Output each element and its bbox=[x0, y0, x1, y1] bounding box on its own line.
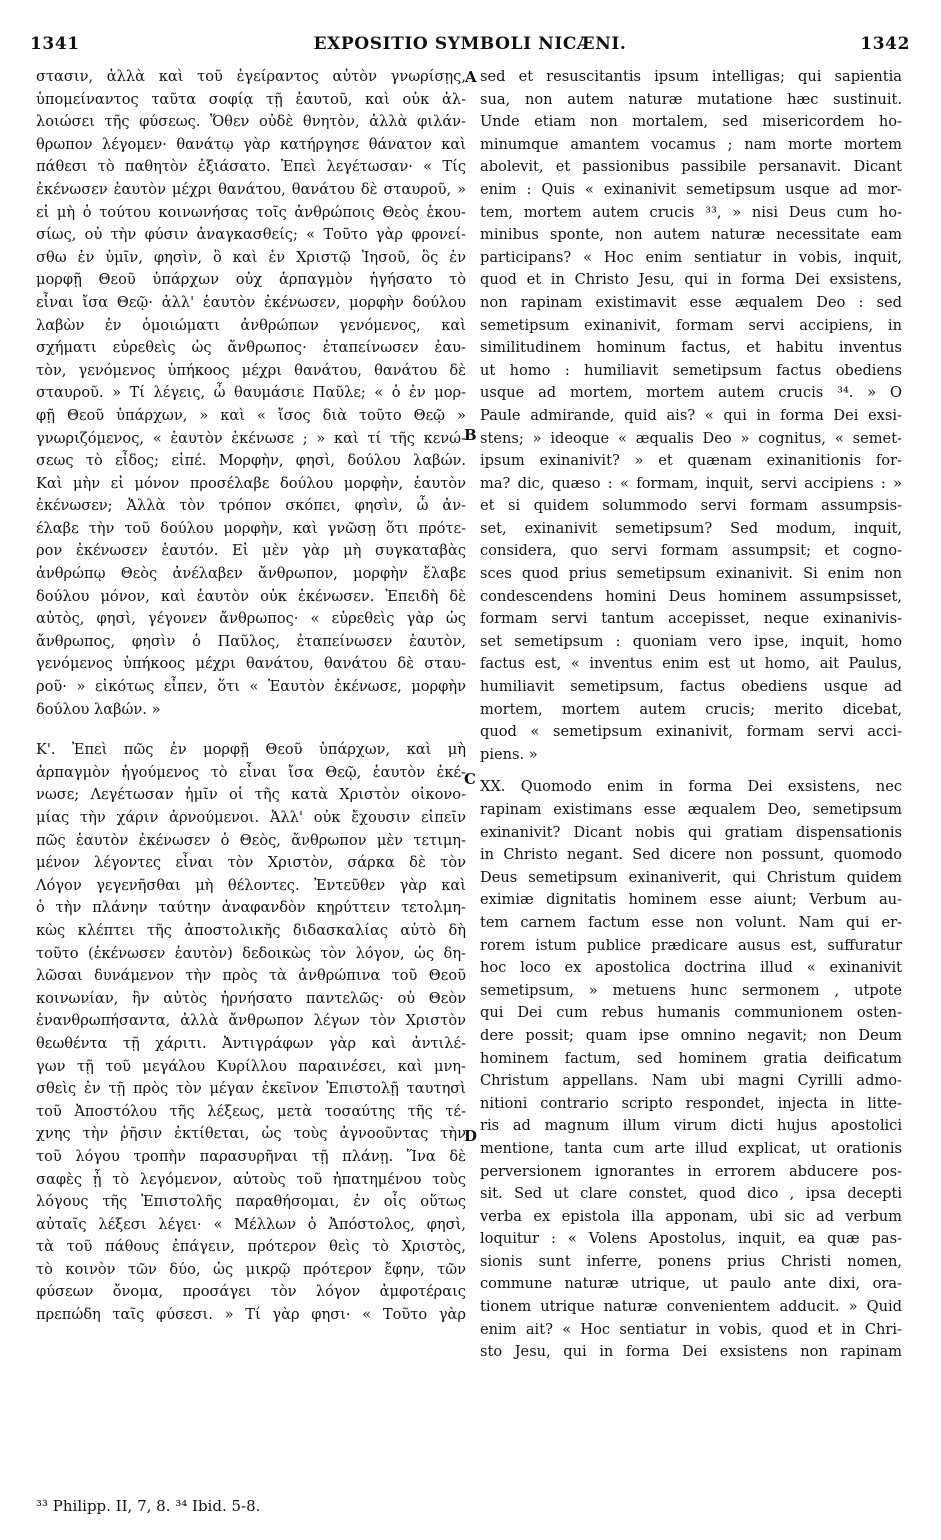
text-line: λόγους τῆς Ἐπιστολῆς παραθήσομαι, ἐν οἷς οὕτως bbox=[36, 1193, 466, 1211]
latin-column bbox=[480, 66, 902, 1364]
text-line: Unde etiam non mortalem, sed misericordem ho- bbox=[480, 113, 902, 131]
text-line: tem carnem factum esse non volunt. Nam qui er- bbox=[480, 913, 902, 931]
text-line: γων τῇ τοῦ μεγάλου Κυρίλλου παραινέσει, καὶ μνη- bbox=[36, 1057, 466, 1075]
text-line: et si quidem solummodo servi formam assumpsis- bbox=[480, 497, 902, 515]
text-line: set semetipsum : quoniam vero ipse, inquit, homo bbox=[480, 632, 902, 650]
text-line: loquitur : « Volens Apostolus, inquit, ea quæ pas- bbox=[480, 1230, 902, 1248]
text-line: qui Dei cum rebus humanis communionem osten- bbox=[480, 1004, 902, 1022]
running-title: EXPOSITIO SYMBOLI NICÆNI. bbox=[313, 34, 627, 54]
text-line: σαφὲς ᾖ τὸ λεγόμενον, αὐτοὺς τοῦ ἠπατημένου τοὺς bbox=[36, 1170, 466, 1188]
text-line: σθω ἐν ὑμῖν, φησὶν, ὃ καὶ ἐν Χριστῷ Ἰησοῦ, ὃς ἐν bbox=[36, 248, 466, 266]
text-line: ἐκένωσεν; Ἀλλὰ τὸν τρόπον σκόπει, φησὶν, ὦ ἀν- bbox=[36, 497, 466, 515]
text-line: ροῦ· » εἰκότως εἶπεν, ὅτι « Ἑαυτὸν ἐκένωσε, μορφὴν bbox=[36, 678, 466, 696]
text-line: sed et resuscitantis ipsum intelligas; qui sapientia bbox=[480, 68, 902, 85]
text-line: abolevit, et passionibus passibile persanavit. Dicant bbox=[480, 158, 902, 176]
text-line: φύσεων ὄνομα, προσάγει τὸν λόγον ἀμφοτέραις bbox=[36, 1283, 466, 1301]
text-line: enim ait? « Hoc sentiatur in vobis, quod et in Chri- bbox=[480, 1320, 902, 1338]
text-line: sionis sunt inferre, ponens prius Christi nomen, bbox=[480, 1252, 902, 1270]
text-line: μένον λέγοντες εἶναι τὸν Χριστὸν, σάρκα δὲ τὸν bbox=[36, 854, 466, 872]
text-line: semetipsum, » metuens hunc sermonem , utpote bbox=[480, 981, 902, 999]
text-line: σεως τὸ εἶδος; εἰπέ. Μορφὴν, φησὶ, δούλου λαβών. bbox=[36, 452, 466, 470]
text-line: formam servi tantum accepisset, neque exinanivis- bbox=[480, 610, 902, 628]
text-line: λαβὼν ἐν ὁμοιώματι ἀνθρώπων γενόμενος, καὶ bbox=[36, 316, 466, 334]
text-line: νωσε; Λεγέτωσαν ἡμῖν οἱ τῆς κατὰ Χριστὸν οἰκονο- bbox=[36, 786, 466, 804]
paragraph-gap bbox=[36, 721, 466, 739]
text-line: Christum appellans. Nam ubi magni Cyrilli admo- bbox=[480, 1072, 902, 1090]
text-line: mortem, mortem autem crucis; merito dicebat, bbox=[480, 700, 902, 718]
text-line: γενόμενος ὑπήκοος μέχρι θανάτου, θανάτου δὲ σταυ- bbox=[36, 655, 466, 673]
text-line: commune naturæ utrique, ut paulo ante dixi, ora- bbox=[480, 1275, 902, 1293]
text-line: σχήματι εὑρεθεὶς ὡς ἄνθρωπος· ἐταπείνωσεν ἑαυ- bbox=[36, 339, 466, 357]
text-line: ρον ἐκένωσεν ἑαυτόν. Εἰ μὲν γὰρ μὴ συγκαταβὰς bbox=[36, 542, 466, 560]
text-line: τοῦτο (ἐκένωσεν ἑαυτὸν) δεδοικὼς τὸν λόγον, ὡς δη- bbox=[36, 944, 466, 962]
text-line: σταυροῦ. » Τί λέγεις, ὦ θαυμάσιε Παῦλε; « ὁ ἐν μορ- bbox=[36, 384, 466, 402]
text-line: ut homo : humiliavit semetipsum factus obediens bbox=[480, 361, 902, 379]
text-line: ipsum exinanivit? » et quænam exinanitionis for- bbox=[480, 452, 902, 470]
text-line: verba ex epistola illa apponam, ubi sic ad verbum bbox=[480, 1207, 902, 1225]
right-page-number: 1342 bbox=[860, 34, 910, 54]
text-line: minibus sponte, non autem naturæ necessitate eam bbox=[480, 226, 902, 244]
page-header bbox=[30, 34, 910, 58]
text-line: eximiæ dignitatis hominem esse aiunt; Verbum au- bbox=[480, 891, 902, 909]
text-line: similitudinem hominum factus, et habitu inventus bbox=[480, 339, 902, 357]
text-line: δούλου μόνον, καὶ ἑαυτὸν οὐκ ἐκένωσεν. Ἐπειδὴ δὲ bbox=[36, 587, 466, 605]
paragraph-gap bbox=[480, 766, 902, 776]
text-line: ὁ τὴν πλάνην ταύτην ἀναφανδὸν κηρύττειν τετολμη- bbox=[36, 899, 466, 917]
text-line: mentione, tanta cum arte illud explicat, ut orationis bbox=[480, 1139, 902, 1157]
text-line: tem, mortem autem crucis ³³, » nisi Deus cum ho- bbox=[480, 203, 902, 221]
text-line: λοιώσει τῆς φύσεως. Ὅθεν οὐδὲ θνητὸν, ἀλλὰ φιλάν- bbox=[36, 113, 466, 131]
margin-marker-c: C bbox=[464, 770, 476, 788]
text-line: Λόγον γεγενῆσθαι μὴ θέλοντες. Ἐντεῦθεν γὰρ καὶ bbox=[36, 876, 466, 894]
text-line: condescendens homini Deus hominem assumpsisset, bbox=[480, 587, 902, 605]
text-line: ἀνθρώπῳ Θεὸς ἀνέλαβεν ἄνθρωπον, μορφὴν ἔλαβε bbox=[36, 565, 466, 583]
text-line: tionem utrique naturæ convenientem adducit. » Quid bbox=[480, 1298, 902, 1316]
text-line: σθεὶς ἐν τῇ πρὸς τὸν μέγαν ἐκεῖνον Ἐπιστολῇ ταυτησὶ bbox=[36, 1080, 466, 1098]
text-line: εἶναι ἴσα Θεῷ· ἀλλ' ἑαυτὸν ἐκένωσεν, μορφὴν δούλου bbox=[36, 293, 466, 311]
text-line: θρωπον λέγομεν· θανάτῳ γὰρ κατήργησε θάνατον καὶ bbox=[36, 135, 466, 153]
text-line: dere possit; quam ipse omnino negavit; non Deum bbox=[480, 1026, 902, 1044]
text-line: hoc loco ex apostolica doctrina illud « exinanivit bbox=[480, 959, 902, 977]
text-line: quod « semetipsum exinanivit, formam servi acci- bbox=[480, 723, 902, 741]
left-page-number: 1341 bbox=[30, 34, 80, 54]
margin-marker-a: A bbox=[465, 68, 477, 86]
text-line: ἐνανθρωπήσαντα, ἀλλὰ ἄνθρωπον λέγων τὸν Χριστὸν bbox=[36, 1012, 466, 1030]
text-line: perversionem ignorantes in errorem abducere pos- bbox=[480, 1162, 902, 1180]
text-line: sua, non autem naturæ mutatione hæc sustinuit. bbox=[480, 90, 902, 108]
text-line: semetipsum exinanivit, formam servi accipiens, in bbox=[480, 316, 902, 334]
text-line: rorem istum publice prædicare ausus est, suffuratur bbox=[480, 936, 902, 954]
margin-marker-d: D bbox=[464, 1127, 478, 1145]
text-line: Κ'. Ἐπεὶ πῶς ἐν μορφῇ Θεοῦ ὑπάρχων, καὶ μὴ bbox=[36, 741, 466, 759]
margin-marker-b: B bbox=[464, 426, 477, 444]
text-line: πρεπώδη ταῖς φύσεσι. » Τί γὰρ φησι· « Τοῦτο γὰρ bbox=[36, 1306, 466, 1324]
text-line: τὸ κοινὸν τῶν δύο, ὡς μικρῷ πρότερον ἔφην, τῶν bbox=[36, 1260, 466, 1278]
text-line: sto Jesu, qui in forma Dei exsistens non rapinam bbox=[480, 1343, 902, 1361]
text-line: non rapinam existimavit esse æqualem Deo : sed bbox=[480, 293, 902, 311]
text-line: humiliavit semetipsum, factus obediens usque ad bbox=[480, 678, 902, 696]
text-line: ris ad magnum illum virum dicti hujus apostolici bbox=[480, 1117, 902, 1135]
text-line: set, exinanivit semetipsum? Sed modum, inquit, bbox=[480, 519, 902, 537]
text-line: αὐταῖς λέξεσι λέγει· « Μέλλων ὁ Ἀπόστολος, φησὶ, bbox=[36, 1215, 466, 1233]
text-line: nitioni contrario scripto respondet, injecta in litte- bbox=[480, 1094, 902, 1112]
text-line: ἄνθρωπος, φησὶν ὁ Παῦλος, ἐταπείνωσεν ἑαυτὸν, bbox=[36, 632, 466, 650]
text-line: θεωθέντα τῇ χάριτι. Ἀντιγράφων γὰρ καὶ ἀντιλέ- bbox=[36, 1034, 466, 1052]
text-line: enim : Quis « exinanivit semetipsum usque ad mor- bbox=[480, 180, 902, 198]
text-line: τὸν, γενόμενος ὑπήκοος μέχρι θανάτου, θανάτου δὲ bbox=[36, 361, 466, 379]
footnote: ³³ Philipp. II, 7, 8. ³⁴ Ibid. 5-8. bbox=[36, 1497, 261, 1515]
text-line: XX. Quomodo enim in forma Dei exsistens, nec bbox=[480, 778, 902, 796]
greek-column bbox=[36, 66, 466, 1327]
text-line: piens. » bbox=[480, 745, 538, 763]
text-line: sces quod prius semetipsum exinanivit. Si enim non bbox=[480, 565, 902, 583]
text-line: usque ad mortem, mortem autem crucis ³⁴. » O bbox=[480, 384, 902, 402]
text-line: πῶς ἑαυτὸν ἐκένωσεν ὁ Θεὸς, ἄνθρωπον μὲν τετιμη- bbox=[36, 831, 466, 849]
text-line: γνωριζόμενος, « ἑαυτὸν ἐκένωσε ; » καὶ τί τῆς κενώ- bbox=[36, 429, 466, 447]
text-line: in Christo negant. Sed dicere non possunt, quomodo bbox=[480, 846, 902, 864]
text-line: ma? dic, quæso : « formam, inquit, servi accipiens : » bbox=[480, 474, 902, 492]
text-line: ἐκένωσεν ἑαυτὸν μέχρι θανάτου, θανάτου δὲ σταυροῦ, » bbox=[36, 180, 466, 198]
text-line: στασιν, ἀλλὰ καὶ τοῦ ἐγείραντος αὐτὸν γνωρίσῃς, bbox=[36, 68, 466, 85]
text-line: πάθεσι τὸ παθητὸν ἐξιάσατο. Ἐπεὶ λεγέτωσαν· « Τίς bbox=[36, 158, 466, 176]
text-line: κοινωνίαν, ἣν αὐτὸς ἠρνήσατο παντελῶς· οὐ Θεὸν bbox=[36, 989, 466, 1007]
text-line: ἁρπαγμὸν ἡγούμενος τὸ εἶναι ἴσα Θεῷ, ἑαυτὸν ἐκέ- bbox=[36, 763, 466, 781]
text-line: sit. Sed ut clare constet, quod dico , ipsa decepti bbox=[480, 1185, 902, 1203]
text-line: Paule admirande, quid ais? « qui in forma Dei exsi- bbox=[480, 406, 902, 424]
text-line: σίως, οὐ τὴν φύσιν ἀναγκασθείς; « Τοῦτο γὰρ φρονεί- bbox=[36, 226, 466, 244]
text-line: hominem factum, sed hominem gratia deificatum bbox=[480, 1049, 902, 1067]
text-line: δούλου λαβών. » bbox=[36, 700, 161, 718]
text-line: ὑπομείναντος ταῦτα σοφίᾳ τῇ ἑαυτοῦ, καὶ οὐκ ἀλ- bbox=[36, 90, 466, 108]
text-line: κὼς κλέπτει τῆς ἀποστολικῆς διδασκαλίας αὐτὸ δὴ bbox=[36, 921, 466, 939]
text-line: τοῦ Ἀποστόλου τῆς λέξεως, μετὰ τοσαύτης τῆς τέ- bbox=[36, 1102, 466, 1120]
text-line: rapinam existimans esse æqualem Deo, semetipsum bbox=[480, 801, 902, 818]
text-line: stens; » ideoque « æqualis Deo » cognitus, « semet- bbox=[480, 429, 902, 447]
text-line: τὰ τοῦ πάθους ἐπάγειν, πρότερον θεὶς τὸ Χριστὸς, bbox=[36, 1238, 466, 1256]
text-line: μίας τὴν χάριν ἀρνούμενοι. Ἀλλ' οὐκ ἔχουσιν εἰπεῖν bbox=[36, 809, 466, 826]
text-line: Καὶ μὴν εἰ μόνον προσέλαβε δούλου μορφὴν, ἑαυτὸν bbox=[36, 474, 466, 492]
text-line: factus est, « inventus enim est ut homo, ait Paulus, bbox=[480, 655, 902, 673]
text-line: αὐτὸς, φησὶ, γέγονεν ἄνθρωπος· « εὑρεθεὶς γὰρ ὡς bbox=[36, 610, 466, 628]
text-line: φῇ Θεοῦ ὑπάρχων, » καὶ « ἴσος διὰ τοῦτο Θεῷ » bbox=[36, 406, 466, 424]
text-line: έλαβε τὴν τοῦ δούλου μορφὴν, καὶ γνῶσῃ ὅτι πρότε- bbox=[36, 519, 466, 537]
text-line: considera, quo servi formam assumpsit; et cogno- bbox=[480, 542, 902, 560]
text-line: participans? « Hoc enim sentiatur in vobis, inquit, bbox=[480, 248, 902, 266]
text-line: λῶσαι δυνάμενον τὴν πρὸς τὰ ἀνθρώπινα τοῦ Θεοῦ bbox=[36, 967, 466, 985]
text-line: exinanivit? Dicant nobis qui gratiam dispensationis bbox=[480, 823, 902, 841]
text-line: minumque amantem vocamus ; nam morte mortem bbox=[480, 135, 902, 153]
text-line: τοῦ λόγου τροπὴν παρασυρῆναι τῇ πλάνῃ. Ἵνα δὲ bbox=[36, 1147, 466, 1165]
text-line: Deus semetipsum exinaniverit, qui Christum quidem bbox=[480, 868, 902, 886]
text-line: εἰ μὴ ὁ τούτου κοινωνήσας τοῖς ἀνθρώποις Θεὸς ἑκου- bbox=[36, 203, 466, 221]
text-line: χνης τὴν ῥῆσιν ἐκτίθεται, ὡς τοὺς ἀγνοοῦντας τὴν bbox=[36, 1125, 466, 1143]
text-line: quod et in Christo Jesu, qui in forma Dei exsistens, bbox=[480, 271, 902, 289]
text-line: μορφῇ Θεοῦ ὑπάρχων οὐχ ἁρπαγμὸν ἡγήσατο τὸ bbox=[36, 271, 466, 289]
